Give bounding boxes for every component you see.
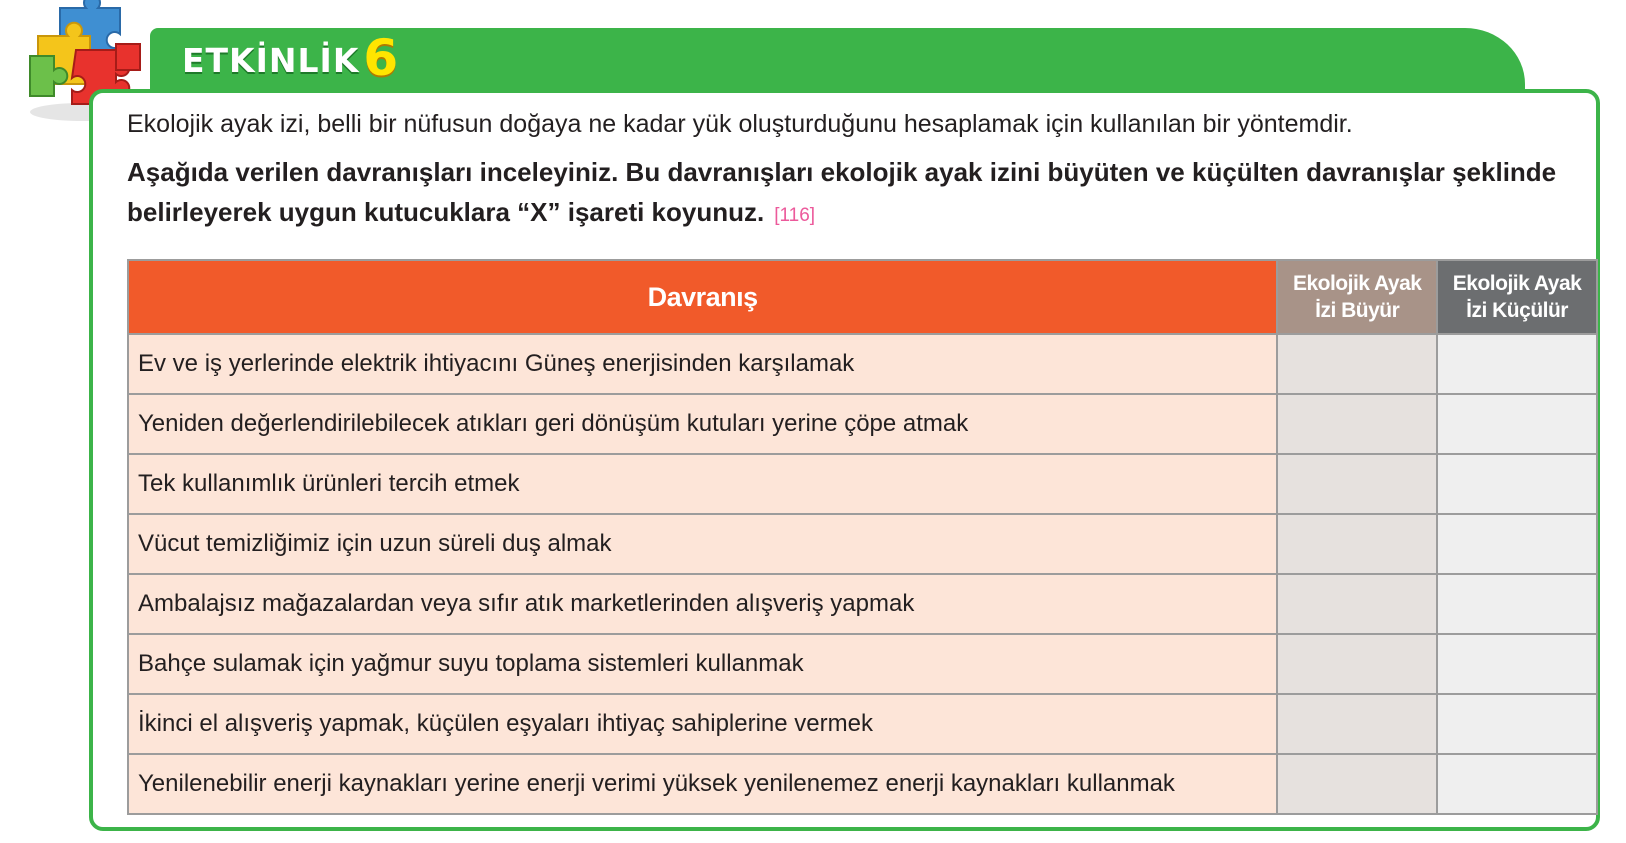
grows-checkbox[interactable] [1277, 334, 1437, 394]
behavior-cell: Ambalajsız mağazalardan veya sıfır atık marketlerinden alışveriş yapmak [128, 574, 1277, 634]
grows-checkbox[interactable] [1277, 634, 1437, 694]
behavior-cell: Tek kullanımlık ürünleri tercih etmek [128, 454, 1277, 514]
table-row [128, 514, 1597, 574]
header-shrinks-line1: Ekolojik Ayak [1452, 272, 1582, 295]
instruction-text [127, 152, 1597, 236]
table-row [128, 334, 1597, 394]
grows-checkbox[interactable] [1277, 514, 1437, 574]
instruction-body: Aşağıda verilen davranışları inceleyiniz. Bu davranışları ekolojik ayak izini büyüten ve küçülten davranışlar şeklinde belirleyerek uygun kutucuklara “X” işareti koyunuz. [127, 157, 1557, 227]
behavior-cell: Bahçe sulamak için yağmur suyu toplama sistemleri kullanmak [128, 634, 1277, 694]
shrinks-checkbox[interactable] [1437, 334, 1597, 394]
activity-number: 6 [363, 29, 400, 87]
shrinks-checkbox[interactable] [1437, 574, 1597, 634]
behavior-cell: İkinci el alışveriş yapmak, küçülen eşyaları ihtiyaç sahiplerine vermek [128, 694, 1277, 754]
table-row [128, 454, 1597, 514]
header-grows-line1: Ekolojik Ayak [1292, 272, 1422, 295]
shrinks-checkbox[interactable] [1437, 394, 1597, 454]
grows-checkbox[interactable] [1277, 754, 1437, 814]
header-grows-line2: İzi Büyür [1315, 299, 1400, 322]
shrinks-checkbox[interactable] [1437, 454, 1597, 514]
table-row [128, 754, 1597, 814]
grows-checkbox[interactable] [1277, 454, 1437, 514]
activity-title [182, 29, 400, 87]
shrinks-checkbox[interactable] [1437, 754, 1597, 814]
table-row [128, 634, 1597, 694]
shrinks-checkbox[interactable] [1437, 514, 1597, 574]
behavior-cell: Yenilenebilir enerji kaynakları yerine enerji verimi yüksek yenilenemez enerji kaynakları kullanmak [128, 754, 1277, 814]
behavior-cell: Ev ve iş yerlerinde elektrik ihtiyacını Güneş enerjisinden karşılamak [128, 334, 1277, 394]
shrinks-checkbox[interactable] [1437, 694, 1597, 754]
header-footprint-grows [1277, 260, 1437, 334]
table-row [128, 694, 1597, 754]
intro-text: Ekolojik ayak izi, belli bir nüfusun doğaya ne kadar yük oluşturduğunu hesaplamak için kullanılan bir yöntemdir. [127, 110, 1353, 138]
header-shrinks-line2: İzi Küçülür [1466, 299, 1568, 322]
shrinks-checkbox[interactable] [1437, 634, 1597, 694]
grows-checkbox[interactable] [1277, 574, 1437, 634]
table-row [128, 394, 1597, 454]
header-footprint-shrinks [1437, 260, 1597, 334]
behavior-cell: Vücut temizliğimiz için uzun süreli duş almak [128, 514, 1277, 574]
header-behavior: Davranış [128, 260, 1277, 334]
activity-title-word: ETKİNLİK [182, 41, 360, 80]
grows-checkbox[interactable] [1277, 394, 1437, 454]
behavior-table [127, 259, 1598, 815]
table-row [128, 574, 1597, 634]
behavior-cell: Yeniden değerlendirilebilecek atıkları geri dönüşüm kutuları yerine çöpe atmak [128, 394, 1277, 454]
table-header-row [128, 260, 1597, 334]
grows-checkbox[interactable] [1277, 694, 1437, 754]
reference-number: [116] [774, 205, 816, 226]
